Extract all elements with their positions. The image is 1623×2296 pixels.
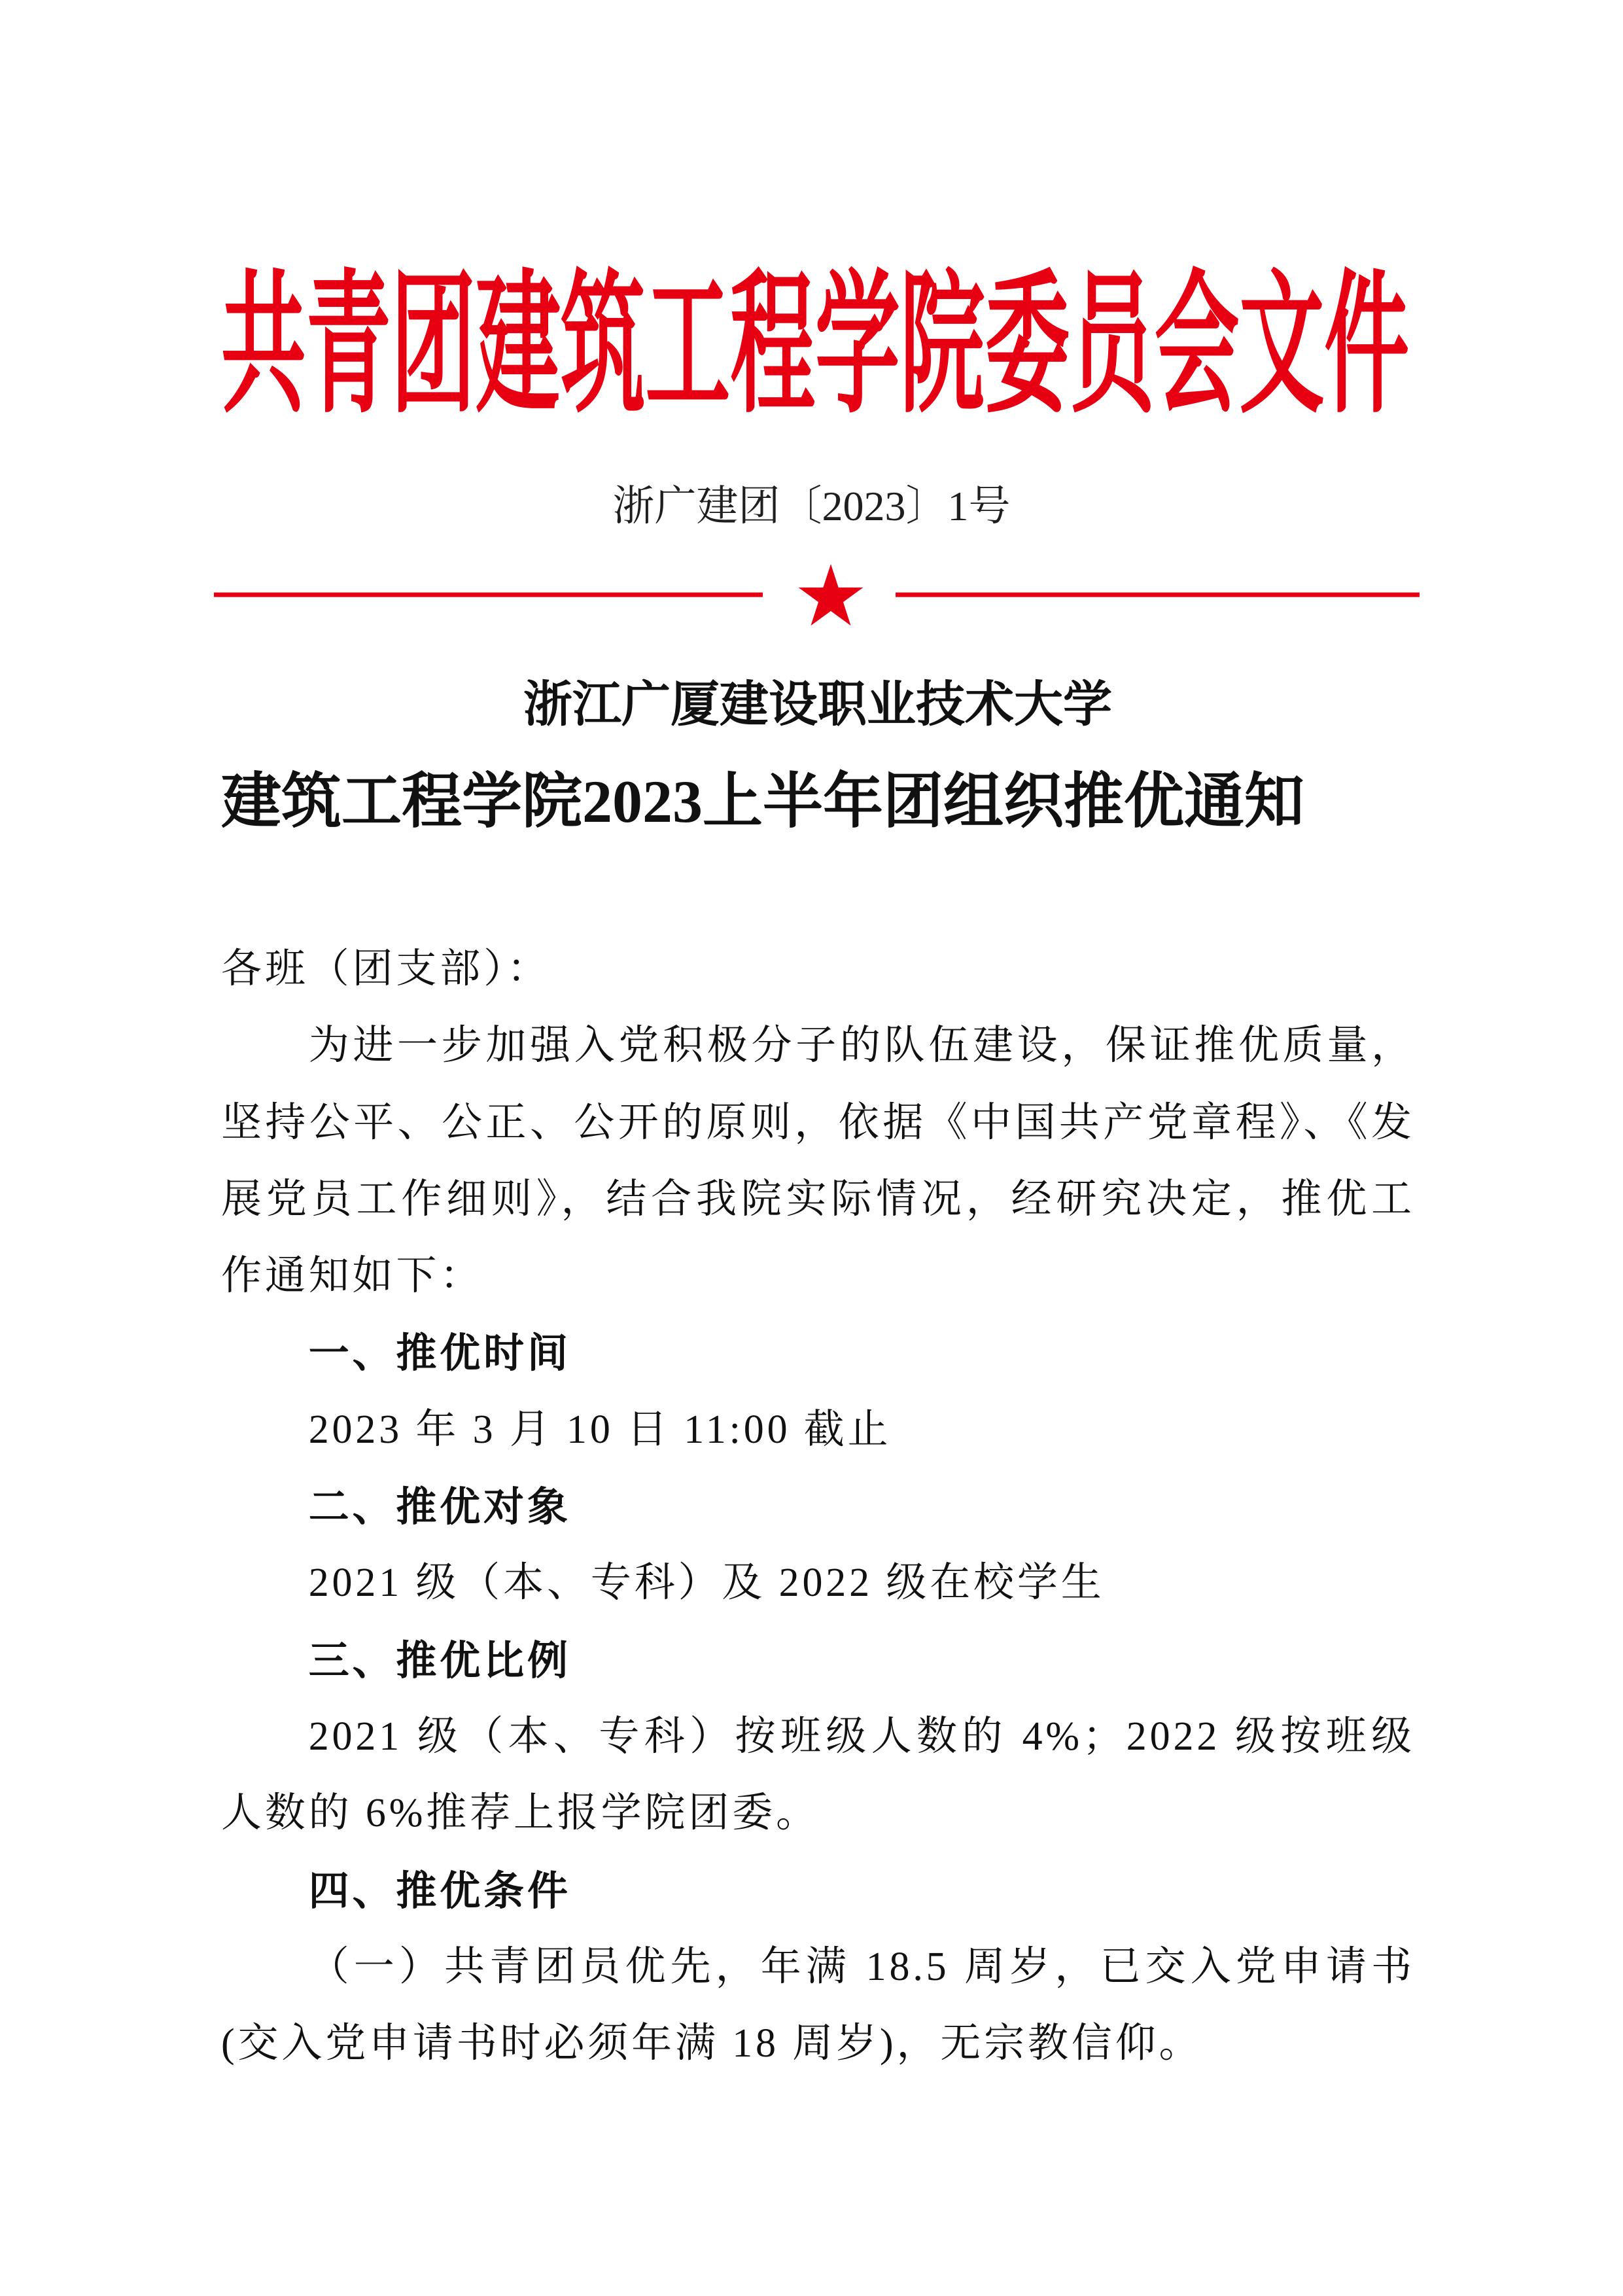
section-paragraph-ratio: 2021 级（本、专科）按班级人数的 4%；2022 级按班级人数的 6%推荐上报学院团委。 xyxy=(221,1714,1415,1836)
section-paragraph-target: 2021 级（本、专科）及 2022 级在校学生 xyxy=(308,1561,1105,1606)
section-paragraph-conditions: （一）共青团员优先，年满 18.5 周岁，已交入党申请书(交入党申请书时必须年满 18 周岁)，无宗教信仰。 xyxy=(221,1944,1415,2066)
section-heading-time: 一、推优时间 xyxy=(308,1329,571,1377)
salutation: 各班（团支部）： xyxy=(221,947,551,991)
document-number: 浙广建团〔2023〕1号 xyxy=(612,483,1011,529)
red-divider xyxy=(0,556,1623,635)
section-paragraph-time: 2023 年 3 月 10 日 11:00 截止 xyxy=(308,1407,892,1452)
notice-body xyxy=(221,931,1415,2082)
section-heading-conditions: 四、推优条件 xyxy=(308,1866,571,1915)
star-icon xyxy=(799,564,864,626)
intro-paragraph: 为进一步加强入党积极分子的队伍建设，保证推优质量，坚持公平、公正、公开的原则，依据《中国共产党章程》、《发展党员工作细则》，结合我院实际情况，经研究决定，推优工作通知如下： xyxy=(221,1023,1415,1299)
institution-name: 浙江广厦建设职业技术大学 xyxy=(523,678,1112,732)
notice-title: 建筑工程学院2023上半年团组织推优通知 xyxy=(221,768,1305,835)
section-heading-target: 二、推优对象 xyxy=(308,1483,571,1531)
document-header xyxy=(0,249,1623,432)
issuing-authority-title: 共青团建筑工程学院委员会文件 xyxy=(221,254,1409,432)
section-heading-ratio: 三、推优比例 xyxy=(308,1636,571,1684)
